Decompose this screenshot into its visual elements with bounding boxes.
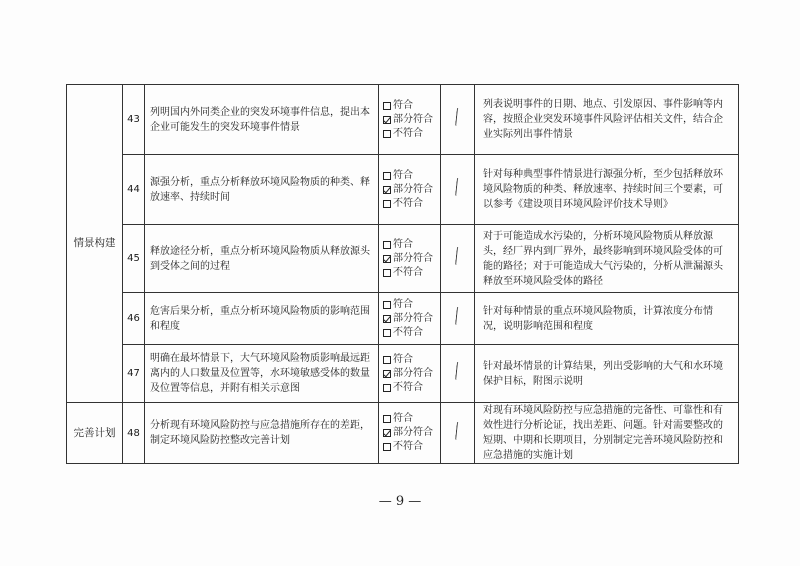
- checklist-body: [67, 85, 739, 464]
- checklist-row: [67, 293, 739, 345]
- checked-box-icon[interactable]: [383, 370, 391, 378]
- checklist-row: [67, 155, 739, 225]
- handwritten-mark-cell: [441, 293, 475, 345]
- item-number: 47: [123, 345, 145, 403]
- checkbox-icon[interactable]: [383, 301, 391, 309]
- compliance-option[interactable]: [383, 197, 440, 211]
- handwritten-mark-cell: [441, 225, 475, 293]
- option-label: 符合: [393, 99, 413, 111]
- compliance-options: [379, 155, 441, 225]
- remark-text: 针对最坏情景的计算结果，列出受影响的大气和水环境保护目标，附图示说明: [475, 345, 739, 403]
- remark-text: 对于可能造成水污染的，分析环境风险物质从释放源头，经厂界内到厂界外，最终影响到环境风险受体的可能的路径；对于可能造成大气污染的，分析从泄漏源头释放至环境风险受体的路径: [475, 225, 739, 293]
- checkbox-icon[interactable]: [383, 443, 391, 451]
- option-label: 符合: [393, 353, 413, 365]
- compliance-option[interactable]: [383, 312, 440, 326]
- handwritten-stroke-icon: [455, 247, 460, 265]
- checkbox-icon[interactable]: [383, 415, 391, 423]
- checked-box-icon[interactable]: [383, 429, 391, 437]
- compliance-option[interactable]: [383, 367, 440, 381]
- handwritten-stroke-icon: [455, 307, 460, 325]
- option-label: 不符合: [393, 441, 423, 452]
- checkbox-icon[interactable]: [383, 329, 391, 337]
- handwritten-mark-cell: [441, 85, 475, 155]
- checked-box-icon[interactable]: [383, 186, 391, 194]
- checkbox-icon[interactable]: [383, 200, 391, 208]
- option-label: 不符合: [393, 266, 423, 278]
- requirement-text: 明确在最坏情景下，大气环境风险物质影响最远距离内的人口数量及位置等，水环境敏感受体的数量及位置等信息，并附有相关示意图: [145, 345, 379, 403]
- compliance-option[interactable]: [383, 440, 440, 454]
- handwritten-stroke-icon: [455, 178, 460, 196]
- item-number: 43: [123, 85, 145, 155]
- handwritten-mark-cell: [441, 155, 475, 225]
- handwritten-mark-cell: [441, 403, 475, 464]
- compliance-option[interactable]: [383, 326, 440, 340]
- option-label: 部分符合: [393, 183, 433, 195]
- handwritten-stroke-icon: [455, 108, 460, 126]
- category-cell: 完善计划: [67, 403, 123, 464]
- option-label: 部分符合: [393, 113, 433, 125]
- option-label: 符合: [393, 413, 413, 424]
- checkbox-icon[interactable]: [383, 384, 391, 392]
- remark-text: 针对每种典型事件情景进行源强分析，至少包括释放环境风险物质的种类、释放速率、持续时间三个要素，可以参考《建设项目环境风险评价技术导则》: [475, 155, 739, 225]
- compliance-option[interactable]: [383, 381, 440, 395]
- compliance-option[interactable]: [383, 183, 440, 197]
- requirement-text: 源强分析，重点分析释放环境风险物质的种类、释放速率、持续时间: [145, 155, 379, 225]
- compliance-option[interactable]: [383, 412, 440, 426]
- checkbox-icon[interactable]: [383, 356, 391, 364]
- handwritten-stroke-icon: [455, 421, 460, 439]
- option-label: 部分符合: [393, 252, 433, 264]
- remark-text: 列表说明事件的日期、地点、引发原因、事件影响等内容，按照企业突发环境事件风险评估相关文件，结合企业实际列出事件情景: [475, 85, 739, 155]
- option-label: 符合: [393, 298, 413, 310]
- page-number: — 9 —: [378, 494, 422, 509]
- compliance-option[interactable]: [383, 252, 440, 266]
- compliance-option[interactable]: [383, 298, 440, 312]
- item-number: 48: [123, 403, 145, 464]
- requirement-text: 危害后果分析，重点分析环境风险物质的影响范围和程度: [145, 293, 379, 345]
- handwritten-stroke-icon: [455, 362, 460, 380]
- option-label: 不符合: [393, 381, 423, 393]
- checklist-row: [67, 345, 739, 403]
- compliance-options: [379, 293, 441, 345]
- compliance-option[interactable]: [383, 113, 440, 127]
- checked-box-icon[interactable]: [383, 315, 391, 323]
- checklist-row: [67, 403, 739, 464]
- category-cell: 情景构建: [67, 85, 123, 403]
- item-number: 45: [123, 225, 145, 293]
- compliance-option[interactable]: [383, 99, 440, 113]
- compliance-option[interactable]: [383, 238, 440, 252]
- compliance-option[interactable]: [383, 426, 440, 440]
- item-number: 44: [123, 155, 145, 225]
- option-label: 符合: [393, 169, 413, 181]
- compliance-options: [379, 345, 441, 403]
- compliance-options: [379, 85, 441, 155]
- option-label: 不符合: [393, 197, 423, 209]
- requirement-text: 列明国内外同类企业的突发环境事件信息，提出本企业可能发生的突发环境事件情景: [145, 85, 379, 155]
- option-label: 部分符合: [393, 312, 433, 324]
- option-label: 不符合: [393, 326, 423, 338]
- option-label: 部分符合: [393, 367, 433, 379]
- checkbox-icon[interactable]: [383, 102, 391, 110]
- checkbox-icon[interactable]: [383, 172, 391, 180]
- checkbox-icon[interactable]: [383, 269, 391, 277]
- checklist-row: [67, 225, 739, 293]
- compliance-option[interactable]: [383, 353, 440, 367]
- checked-box-icon[interactable]: [383, 255, 391, 263]
- compliance-option[interactable]: [383, 127, 440, 141]
- compliance-options: [379, 403, 441, 464]
- checklist-row: [67, 85, 739, 155]
- remark-text: 针对每种情景的重点环境风险物质，计算浓度分布情况，说明影响范围和程度: [475, 293, 739, 345]
- compliance-options: [379, 225, 441, 293]
- checkbox-icon[interactable]: [383, 241, 391, 249]
- option-label: 不符合: [393, 127, 423, 139]
- option-label: 部分符合: [393, 427, 433, 438]
- remark-text: 对现有环境风险防控与应急措施的完备性、可靠性和有效性进行分析论证，找出差距、问题。针对需要整改的短期、中期和长期项目，分别制定完善环境风险防控和应急措施的实施计划: [475, 403, 739, 464]
- handwritten-mark-cell: [441, 345, 475, 403]
- evaluation-checklist-table: [66, 84, 739, 464]
- checked-box-icon[interactable]: [383, 116, 391, 124]
- compliance-option[interactable]: [383, 266, 440, 280]
- checkbox-icon[interactable]: [383, 130, 391, 138]
- requirement-text: 释放途径分析，重点分析环境风险物质从释放源头到受体之间的过程: [145, 225, 379, 293]
- compliance-option[interactable]: [383, 169, 440, 183]
- item-number: 46: [123, 293, 145, 345]
- requirement-text: 分析现有环境风险防控与应急措施所存在的差距，制定环境风险防控整改完善计划: [145, 403, 379, 464]
- option-label: 符合: [393, 238, 413, 250]
